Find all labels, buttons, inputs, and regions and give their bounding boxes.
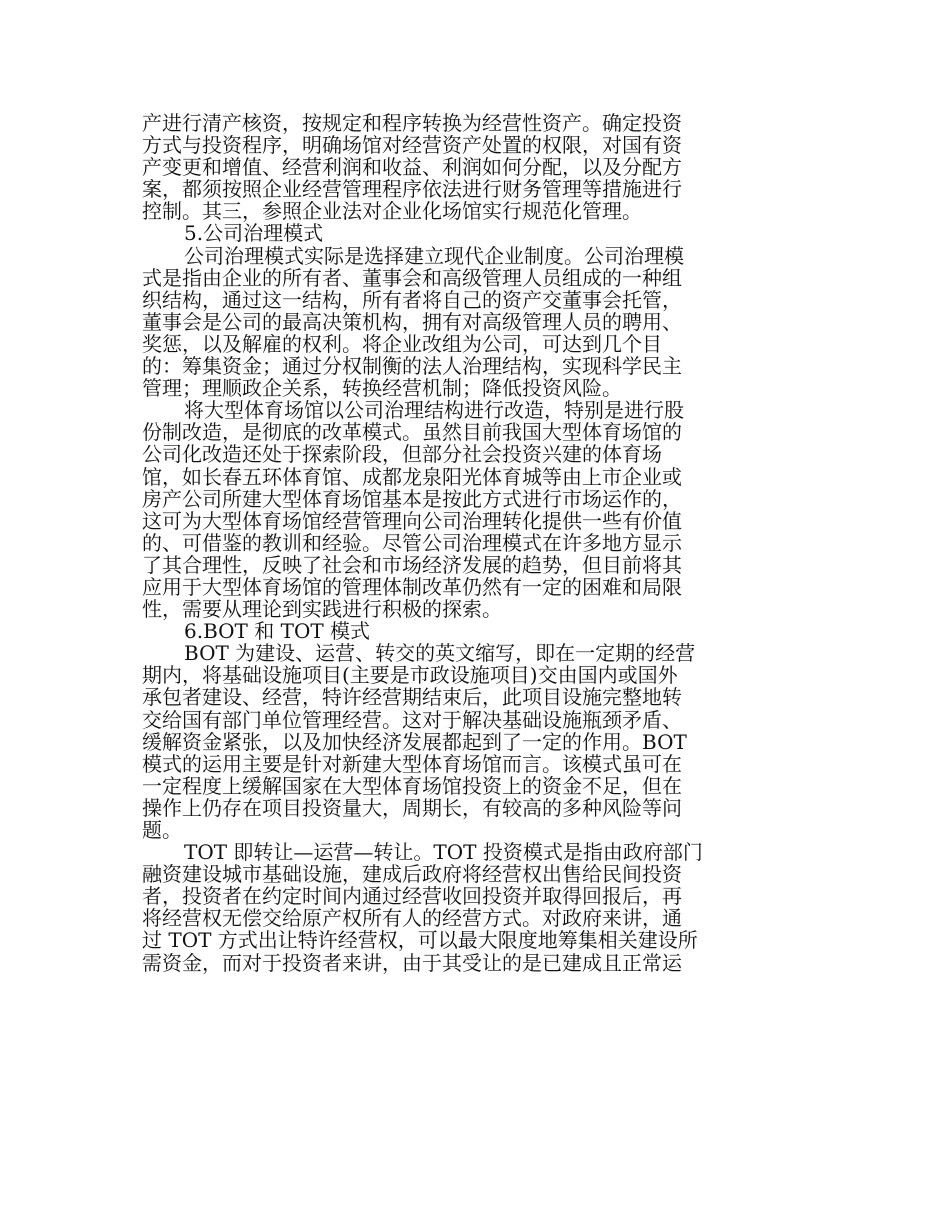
text-line: 奖惩，以及解雇的权利。将企业改组为公司，可达到几个目 (142, 331, 662, 356)
text-line: 管理；理顺政企关系，转换经营机制；降低投资风险。 (142, 376, 622, 401)
text-line: 公司治理模式实际是选择建立现代企业制度。公司治理模 (184, 243, 684, 268)
text-line: 的：筹集资金；通过分权制衡的法人治理结构，实现科学民主 (142, 354, 682, 379)
text-line: 6.BOT 和 TOT 模式 (184, 619, 371, 644)
text-line: 式是指由企业的所有者、董事会和高级管理人员组成的一种组 (142, 265, 682, 290)
text-line: 需资金，而对于投资者来讲，由于其受让的是已建成且正常运 (142, 950, 682, 975)
text-line: 份制改造，是彻底的改革模式。虽然目前我国大型体育场馆的 (142, 420, 682, 445)
document-page (142, 112, 732, 974)
text-line: 馆，如长春五环体育馆、成都龙泉阳光体育城等由上市企业或 (142, 464, 682, 489)
text-line: 应用于大型体育场馆的管理体制改革仍然有一定的困难和局限 (142, 574, 682, 599)
text-line: 模式的运用主要是针对新建大型体育场馆而言。该模式虽可在 (142, 751, 682, 776)
text-line: 5.公司治理模式 (184, 221, 324, 246)
text-line: 题。 (142, 818, 182, 842)
text-line: 的、可借鉴的教训和经验。尽管公司治理模式在许多地方显示 (142, 530, 682, 555)
text-line: 承包者建设、经营，特许经营期结束后，此项目设施完整地转 (142, 685, 682, 710)
text-line: 案，都须按照企业经营管理程序依法进行财务管理等措施进行 (142, 177, 682, 202)
text-line: 融资建设城市基础设施，建成后政府将经营权出售给民间投资 (142, 862, 682, 887)
text-line: 将大型体育场馆以公司治理结构进行改造，特别是进行股 (184, 398, 684, 423)
text-line: 房产公司所建大型体育场馆基本是按此方式进行市场运作的， (142, 486, 682, 511)
text-line: 公司化改造还处于探索阶段，但部分社会投资兴建的体育场 (142, 442, 662, 467)
text-line: 缓解资金紧张，以及加快经济发展都起到了一定的作用。BOT (142, 729, 687, 754)
text-line: 交给国有部门单位管理经营。这对于解决基础设施瓶颈矛盾、 (142, 707, 682, 732)
text-line: TOT 即转让—运营—转让。TOT 投资模式是指由政府部门 (184, 840, 703, 865)
text-line: 方式与投资程序，明确场馆对经营资产处置的权限，对国有资 (142, 133, 682, 158)
text-line: 产进行清产核资，按规定和程序转换为经营性资产。确定投资 (142, 111, 682, 135)
text-line: 操作上仍存在项目投资量大，周期长，有较高的多种风险等问 (142, 795, 682, 820)
text-line: 过 TOT 方式出让特许经营权，可以最大限度地筹集相关建设所 (142, 928, 698, 953)
text-line: 性，需要从理论到实践进行积极的探索。 (142, 597, 502, 622)
text-line: 者，投资者在约定时间内通过经营收回投资并取得回报后，再 (142, 884, 682, 909)
text-line: 董事会是公司的最高决策机构，拥有对高级管理人员的聘用、 (142, 309, 682, 334)
text-line: 了其合理性，反映了社会和市场经济发展的趋势，但目前将其 (142, 552, 682, 577)
text-line: 这可为大型体育场馆经营管理向公司治理转化提供一些有价值 (142, 508, 682, 533)
text-line: 产变更和增值、经营利润和收益、利润如何分配，以及分配方 (142, 155, 682, 180)
text-line: 控制。其三，参照企业法对企业化场馆实行规范化管理。 (142, 199, 642, 224)
text-line: BOT 为建设、运营、转交的英文缩写，即在一定期的经营 (184, 641, 696, 666)
text-line: 将经营权无偿交给原产权所有人的经营方式。对政府来讲，通 (142, 906, 682, 931)
text-line: 一定程度上缓解国家在大型体育场馆投资上的资金不足，但在 (142, 773, 682, 798)
text-line: 织结构，通过这一结构，所有者将自己的资产交董事会托管， (142, 287, 682, 312)
text-line: 期内，将基础设施项目(主要是市政设施项目)交由国内或国外 (142, 663, 678, 688)
